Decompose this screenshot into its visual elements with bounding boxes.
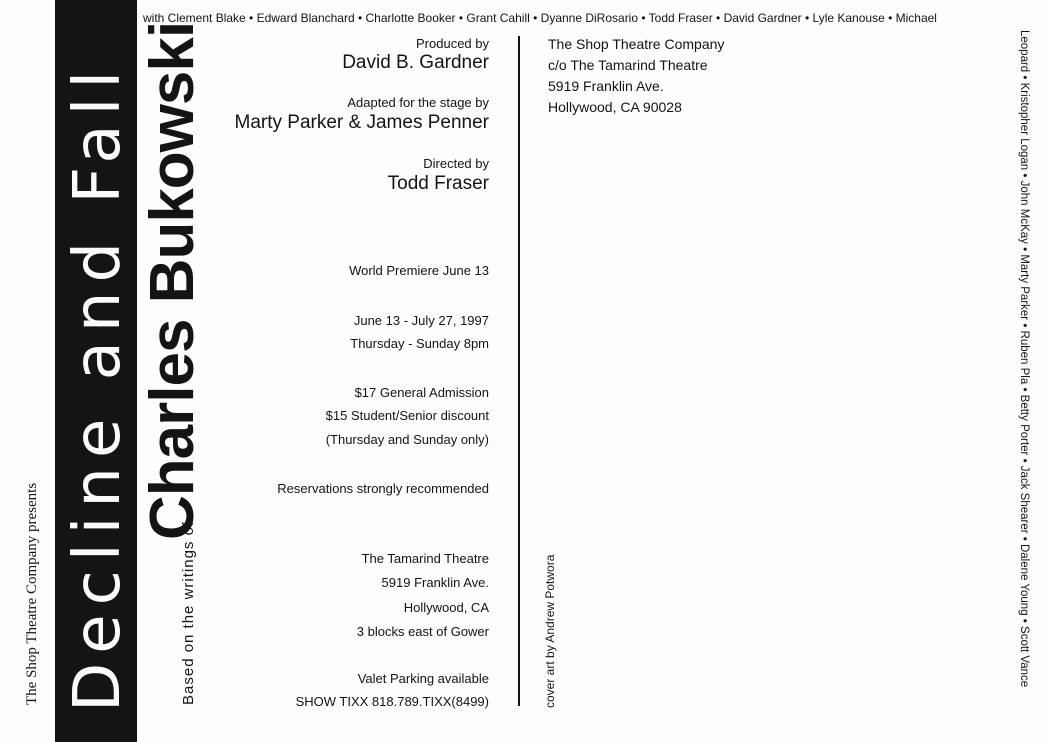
venue-street: 5919 Franklin Ave. [381, 575, 489, 590]
general-admission: $17 General Admission [354, 385, 489, 400]
reservations-line: Reservations strongly recommended [277, 481, 489, 496]
address-line-2: c/o The Tamarind Theatre [548, 57, 708, 73]
divider-line [518, 36, 520, 706]
venue-directions: 3 blocks east of Gower [356, 624, 489, 639]
parking-line: Valet Parking available [357, 671, 489, 686]
discount-note: (Thursday and Sunday only) [325, 432, 489, 447]
address-line-3: 5919 Franklin Ave. [548, 78, 664, 94]
address-line-1: The Shop Theatre Company [548, 36, 725, 52]
director-name: Todd Fraser [387, 173, 489, 194]
premiere-line: World Premiere June 13 [349, 263, 489, 278]
adapter-names: Marty Parker & James Penner [234, 112, 489, 133]
produced-label: Produced by [416, 36, 489, 51]
producer-name: David B. Gardner [342, 52, 489, 73]
based-on-line: Based on the writings of [180, 520, 197, 705]
author-name: Charles Bukowski [138, 21, 207, 540]
venue-name: The Tamarind Theatre [361, 551, 489, 566]
tickets-line: SHOW TIXX 818.789.TIXX(8499) [295, 694, 489, 709]
mailing-address [548, 34, 724, 118]
run-dates: June 13 - July 27, 1997 [353, 313, 489, 328]
presents-line: The Shop Theatre Company presents [24, 482, 40, 705]
show-title: Decline and Fall [61, 61, 135, 712]
cover-art-credit: cover art by Andrew Potwora [543, 554, 557, 708]
adapted-label: Adapted for the stage by [347, 95, 489, 110]
address-line-4: Hollywood, CA 90028 [548, 99, 682, 115]
discount-admission: $15 Student/Senior discount [325, 408, 489, 423]
cast-list-top: with Clement Blake • Edward Blanchard • Charlotte Booker • Grant Cahill • Dyanne DiRosario • Todd Fraser • David Gardner • Lyle Kanouse • Michael [143, 11, 937, 25]
directed-label: Directed by [423, 156, 489, 171]
cast-list-side: Leopard • Kristopher Logan • John McKay • Marty Parker • Ruben Pla • Betty Porter • Jack Shearer • Dalene Young • Scott Vance [1018, 30, 1030, 688]
venue-city: Hollywood, CA [403, 600, 489, 615]
show-times: Thursday - Sunday 8pm [350, 336, 489, 351]
